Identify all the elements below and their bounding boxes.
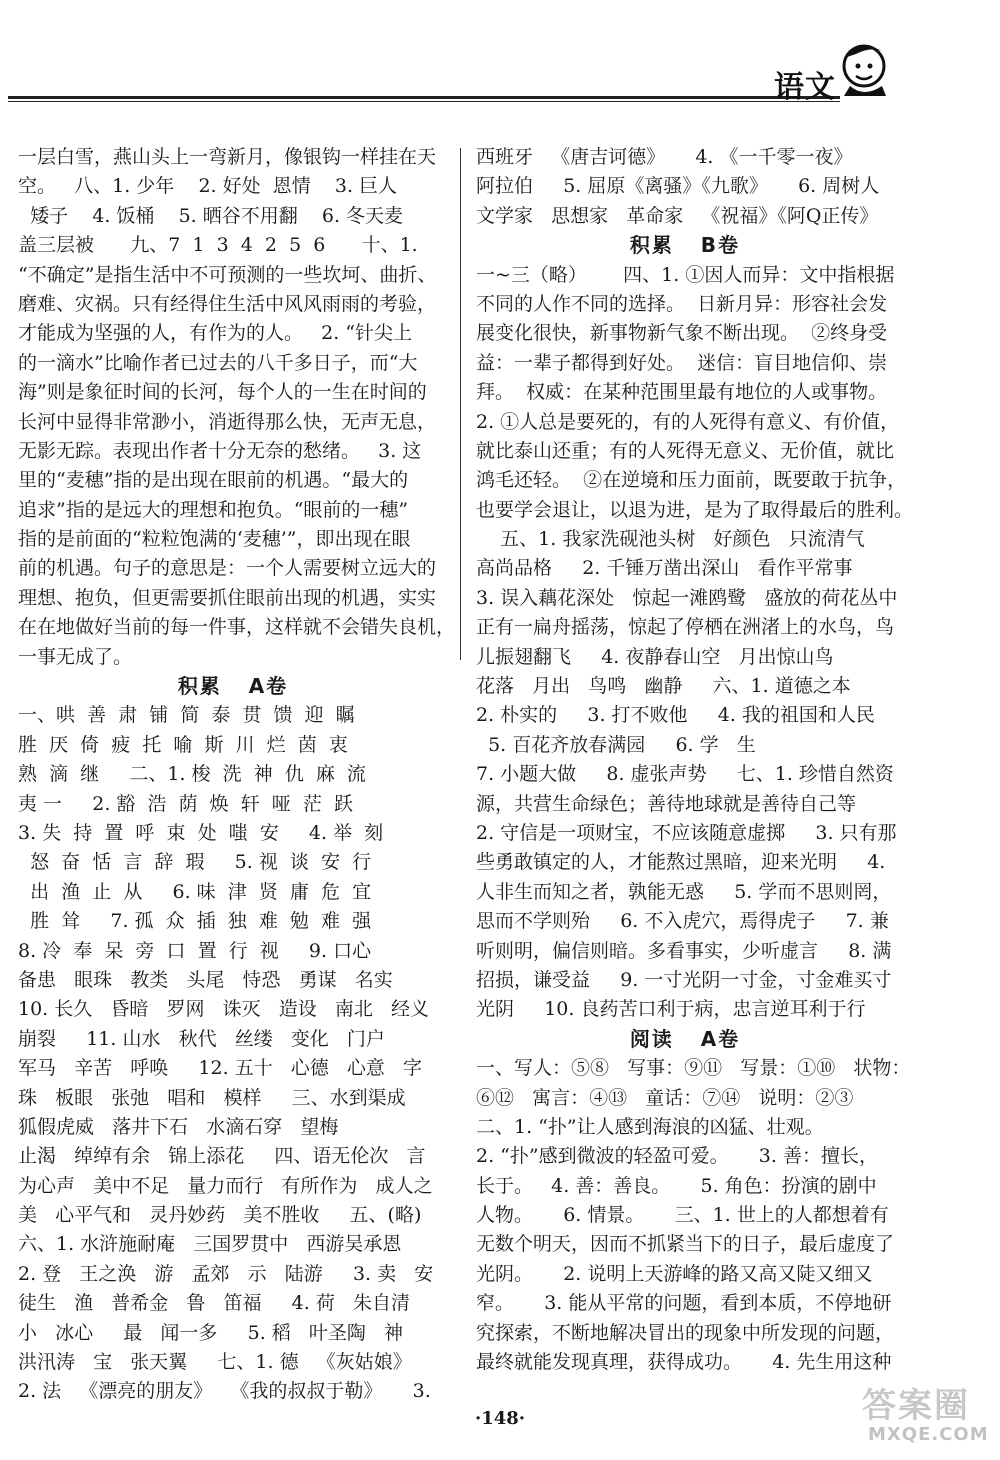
text-line: 鸿毛还轻。 ②在逆境和压力面前，既要敢于抗争， bbox=[476, 469, 907, 492]
text-line: 究探索，不断地解决冒出的现象中所发现的问题， bbox=[476, 1321, 895, 1344]
text-line: 些勇敢镇定的人，才能熬过黑暗，迎来光明 4. bbox=[476, 851, 886, 874]
text-line: 崩裂 11. 山水 秋代 丝缕 变化 门户 bbox=[18, 1027, 385, 1050]
text-line: 无影无踪。表现出作者十分无奈的愁绪。 3. 这 bbox=[18, 439, 422, 462]
text-line: 狐假虎威 落井下石 水滴石穿 望梅 bbox=[18, 1115, 339, 1138]
section-heading: 阅读 A卷 bbox=[629, 1026, 741, 1051]
text-line: 长于。 4. 善：善良。 5. 角色：扮演的剧中 bbox=[476, 1174, 877, 1197]
text-line: 六、1. 水浒施耐庵 三国罗贯中 西游吴承恩 bbox=[18, 1233, 402, 1256]
header-rule bbox=[8, 96, 840, 99]
text-line: 听则明，偏信则暗。多看事实，少听虚言 8. 满 bbox=[476, 939, 892, 962]
text-line: 2. 法 《漂亮的朋友》 《我的叔叔于勒》 3. bbox=[18, 1380, 431, 1403]
section-heading: 积累 B卷 bbox=[629, 233, 741, 258]
text-line: 前的机遇。句子的意思是：一个人需要树立远大的 bbox=[18, 557, 437, 580]
text-line: 8. 冷 奉 呆 旁 口 置 行 视 9. 口心 bbox=[18, 939, 372, 962]
text-line: 里的“麦穗”指的是出现在眼前的机遇。“最大的 bbox=[18, 469, 409, 492]
text-line: 的一滴水”比喻作者已过去的八千多日子，而“大 bbox=[18, 351, 418, 374]
text-line: 在在地做好当前的每一件事，这样就不会错失良机， bbox=[18, 616, 456, 639]
text-line: 洪汛涛 宝 张天翼 七、1. 德 《灰姑娘》 bbox=[18, 1351, 412, 1374]
text-line: “不确定”是指生活中不可预测的一些坎坷、曲折、 bbox=[18, 263, 437, 286]
text-line: 窄。 3. 能从平常的问题，看到本质，不停地研 bbox=[476, 1292, 892, 1315]
text-line: 正有一扁舟摇荡，惊起了停栖在洲渚上的水鸟，鸟 bbox=[476, 616, 895, 639]
text-line: 熟 滴 继 二、1. 梭 洗 神 仇 麻 流 bbox=[18, 763, 366, 786]
text-line: 无数个明天，因而不抓紧当下的日子，最后虚度了 bbox=[476, 1233, 895, 1256]
text-line: 止渴 绰绰有余 锦上添花 四、语无伦次 言 bbox=[18, 1145, 426, 1168]
text-line: 光阴 10. 良药苦口利于病，忠言逆耳利于行 bbox=[476, 998, 866, 1021]
text-line: 2. 守信是一项财宝，不应该随意虚掷 3. 只有那 bbox=[476, 821, 897, 844]
text-line: 追求”指的是远大的理想和抱负。“眼前的一穗” bbox=[18, 498, 409, 521]
text-line: 胜 厌 倚 疲 托 喻 斯 川 烂 茵 衷 bbox=[18, 733, 348, 756]
text-line: 人非生而知之者，孰能无惑 5. 学而不思则罔， bbox=[476, 880, 892, 903]
text-line: 理想、抱负，但更需要抓住眼前出现的机遇，实实 bbox=[18, 586, 437, 609]
text-line: 儿振翅翻飞 4. 夜静春山空 月出惊山鸟 bbox=[476, 645, 834, 668]
text-line: 磨难、灾祸。只有经得住生活中风风雨雨的考验， bbox=[18, 292, 437, 315]
text-line: 美 心平气和 灵丹妙药 美不胜收 五、(略) bbox=[18, 1204, 422, 1227]
text-line: 胜 耸 7. 孤 众 插 独 难 勉 难 强 bbox=[18, 910, 372, 933]
watermark-mark: 答案圈 bbox=[862, 1386, 970, 1426]
text-line: ⑥⑫ 寓言：④⑬ 童话：⑦⑭ 说明：②③ bbox=[476, 1086, 854, 1109]
text-line: 西班牙 《唐吉诃德》 4. 《一千零一夜》 bbox=[476, 146, 853, 168]
watermark-url: MXQE.COM bbox=[868, 1424, 989, 1445]
text-line: 长河中显得非常渺小，消逝得那么快，无声无息， bbox=[18, 410, 437, 433]
text-line: 就比泰山还重；有的人死得无意义、无价值，就比 bbox=[476, 439, 895, 462]
text-line: 小 冰心 最 闻一多 5. 稻 叶圣陶 神 bbox=[18, 1321, 404, 1344]
text-line: 10. 长久 昏暗 罗网 诛灭 造设 南北 经义 bbox=[18, 998, 429, 1021]
text-line: 高尚品格 2. 千锤万凿出深山 看作平常事 bbox=[476, 557, 853, 580]
text-line: 思而不学则殆 6. 不入虎穴，焉得虎子 7. 兼 bbox=[476, 910, 889, 933]
section-heading: 积累 A卷 bbox=[177, 674, 289, 699]
text-line: 出 渔 止 从 6. 味 津 贤 庸 危 宜 bbox=[18, 880, 372, 903]
subject-title: 语文 bbox=[774, 70, 836, 105]
text-line: 军马 辛苦 呼唤 12. 五十 心德 心意 字 bbox=[18, 1057, 423, 1080]
mascot-icon bbox=[836, 36, 896, 100]
text-line: 也要学会退让，以退为进，是为了取得最后的胜利。 bbox=[476, 498, 914, 521]
text-line: 2. ①人总是要死的，有的人死得有意义、有价值， bbox=[476, 410, 900, 433]
text-line: 人物。 6. 情景。 三、1. 世上的人都想着有 bbox=[476, 1204, 889, 1227]
text-line: 文学家 思想家 革命家 《祝福》《阿Q正传》 bbox=[476, 204, 879, 227]
watermark-logo bbox=[862, 1378, 990, 1456]
text-line: 珠 板眼 张弛 唱和 模样 三、水到渠成 bbox=[18, 1086, 406, 1109]
text-line: 盖三层被 九、7 1 3 4 2 5 6 十、1. bbox=[18, 234, 418, 257]
page-number: ·148· bbox=[474, 1408, 526, 1429]
text-line: 2. 朴实的 3. 打不败他 4. 我的祖国和人民 bbox=[476, 704, 875, 727]
text-line: 源，共营生命绿色；善待地球就是善待自己等 bbox=[476, 792, 857, 815]
text-line: 5. 百花齐放春满园 6. 学 生 bbox=[476, 733, 756, 756]
column-divider bbox=[460, 148, 461, 660]
text-line: 一~三（略） 四、1. ①因人而异：文中指根据 bbox=[476, 263, 895, 286]
text-line: 3. 失 持 置 呼 束 处 嗤 安 4. 举 刻 bbox=[18, 821, 384, 844]
text-line: 一事无成了。 bbox=[18, 645, 133, 668]
text-line: 2. 登 王之涣 游 孟郊 示 陆游 3. 卖 安 bbox=[18, 1262, 434, 1285]
right-column bbox=[476, 143, 914, 1377]
text-line: 二、1. “扑”让人感到海浪的凶猛、壮观。 bbox=[476, 1115, 824, 1138]
text-line: 徒生 渔 普希金 鲁 笛福 4. 荷 朱自清 bbox=[18, 1292, 410, 1315]
text-line: 海”则是象征时间的长河，每个人的一生在时间的 bbox=[18, 381, 427, 404]
text-line: 怒 奋 恬 言 辞 瑕 5. 视 谈 安 行 bbox=[18, 851, 372, 874]
text-line: 一层白雪，燕山头上一弯新月，像银钩一样挂在天 bbox=[18, 146, 437, 168]
text-line: 不同的人作不同的选择。 日新月异：形容社会发 bbox=[476, 292, 888, 315]
text-line: 益：一辈子都得到好处。 迷信：盲目地信仰、崇 bbox=[476, 351, 888, 374]
text-line: 一、哄 善 肃 铺 简 泰 贯 馈 迎 瞩 bbox=[18, 704, 355, 727]
text-line: 五、1. 我家洗砚池头树 好颜色 只流清气 bbox=[476, 528, 865, 551]
text-line: 一、写人：⑤⑧ 写事：⑨⑪ 写景：①⑩ 状物： bbox=[476, 1057, 911, 1080]
text-line: 为心声 美中不足 量力而行 有所作为 成人之 bbox=[18, 1174, 433, 1197]
text-line: 招损，谦受益 9. 一寸光阴一寸金，寸金难买寸 bbox=[476, 968, 892, 991]
text-line: 7. 小题大做 8. 虚张声势 七、1. 珍惜自然资 bbox=[476, 763, 894, 786]
text-line: 2. “扑”感到微波的轻盈可爱。 3. 善：擅长， bbox=[476, 1145, 878, 1168]
text-line: 矮子 4. 饭桶 5. 晒谷不用翻 6. 冬天麦 bbox=[18, 204, 404, 227]
text-line: 拜。 权威：在某种范围里最有地位的人或事物。 bbox=[476, 381, 888, 404]
text-line: 夷 一 2. 豁 浩 荫 焕 轩 哑 茫 跃 bbox=[18, 792, 353, 815]
left-column bbox=[18, 143, 456, 1407]
text-line: 指的是前面的“粒粒饱满的‘麦穗’”，即出现在眼 bbox=[18, 528, 411, 551]
text-line: 展变化很快，新事物新气象不断出现。 ②终身受 bbox=[476, 322, 888, 345]
text-line: 光阴。 2. 说明上天游峰的路又高又陡又细又 bbox=[476, 1262, 873, 1285]
text-line: 花落 月出 鸟鸣 幽静 六、1. 道德之本 bbox=[476, 675, 851, 698]
text-line: 空。 八、1. 少年 2. 好处 恩情 3. 巨人 bbox=[18, 175, 398, 198]
header-rule-thin bbox=[8, 101, 840, 102]
text-line: 才能成为坚强的人，有作为的人。 2. “针尖上 bbox=[18, 322, 413, 345]
text-line: 阿拉伯 5. 屈原《离骚》《九歌》 6. 周树人 bbox=[476, 175, 880, 198]
text-line: 3. 误入藕花深处 惊起一滩鸥鹭 盛放的荷花丛中 bbox=[476, 586, 898, 609]
text-line: 最终就能发现真理，获得成功。 4. 先生用这种 bbox=[476, 1351, 892, 1374]
text-line: 备患 眼珠 教类 头尾 恃恐 勇谋 名实 bbox=[18, 968, 393, 991]
